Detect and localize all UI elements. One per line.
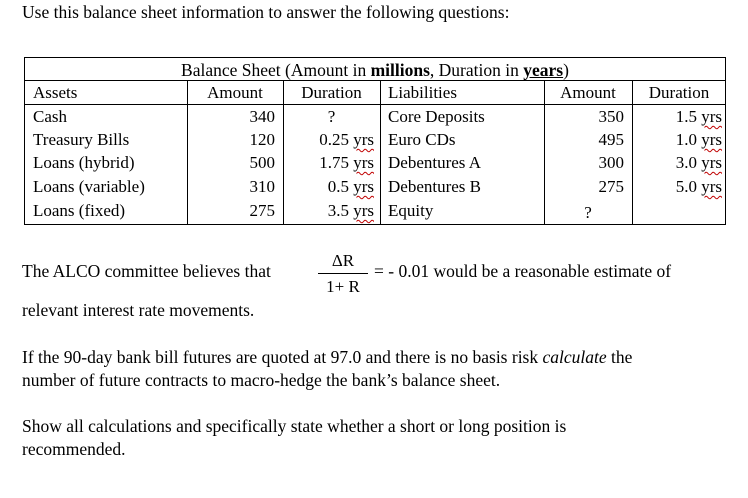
balance-sheet-title: Balance Sheet (Amount in millions, Duration in years) <box>181 60 569 80</box>
liability-amount: 495 <box>598 130 624 149</box>
asset-duration: 0.25 yrs <box>319 130 374 149</box>
liability-name: Equity <box>388 201 434 220</box>
asset-name: Cash <box>33 107 67 126</box>
liability-name: Debentures B <box>388 177 482 196</box>
liability-name: Debentures A <box>388 153 482 172</box>
asset-amount: 310 <box>249 177 275 196</box>
calculation-instructions: Show all calculations and specifically state whether a short or long position is recommended. <box>22 416 567 459</box>
asset-amount: 275 <box>249 201 275 220</box>
asset-duration: 1.75 yrs <box>319 153 374 172</box>
title-millions: millions <box>370 60 430 80</box>
asset-name: Loans (variable) <box>33 177 145 196</box>
alco-text-before: The ALCO committee believes that <box>22 261 271 281</box>
header-liabilities: Liabilities <box>388 83 457 102</box>
header-assets: Assets <box>33 83 78 102</box>
header-duration-2: Duration <box>648 83 710 102</box>
liability-name: Core Deposits <box>388 107 485 126</box>
liability-duration: 5.0 yrs <box>675 177 722 196</box>
intro-text: Use this balance sheet information to answer the following questions: <box>22 2 510 22</box>
futures-paragraph: If the 90-day bank bill futures are quoted at 97.0 and there is no basis risk calculate the number of future contracts to macro-hedge the bank’s balance sheet. <box>22 347 633 390</box>
liability-duration: 1.0 yrs <box>675 130 722 149</box>
liability-amount: 300 <box>598 153 624 172</box>
asset-amount: 120 <box>249 130 275 149</box>
alco-text-after: = - 0.01 would be a reasonable estimate of <box>374 261 672 281</box>
col-divider-3 <box>380 80 381 225</box>
asset-duration: ? <box>327 107 336 126</box>
liability-amount: 350 <box>598 107 624 126</box>
title-divider <box>24 80 726 81</box>
delta-r-fraction <box>318 250 368 298</box>
fraction-numerator: ΔR <box>331 251 355 270</box>
calculate-emphasis: calculate <box>542 347 607 367</box>
liability-amount: 275 <box>598 177 624 196</box>
asset-name: Treasury Bills <box>33 130 130 149</box>
liability-duration: 1.5 yrs <box>675 107 722 126</box>
header-amount: Amount <box>207 83 263 102</box>
asset-name: Loans (hybrid) <box>33 153 135 172</box>
header-divider <box>24 104 726 105</box>
liability-duration: 3.0 yrs <box>675 153 722 172</box>
liability-amount: ? <box>584 203 592 222</box>
asset-amount: 340 <box>249 107 275 126</box>
liability-name: Euro CDs <box>388 130 456 149</box>
header-amount-2: Amount <box>560 83 616 102</box>
title-years: years <box>523 60 564 80</box>
asset-duration: 0.5 yrs <box>327 177 374 196</box>
alco-continuation: relevant interest rate movements. <box>22 300 255 320</box>
fraction-denominator: 1+ R <box>326 277 360 296</box>
header-duration: Duration <box>301 83 362 102</box>
asset-name: Loans (fixed) <box>33 201 126 220</box>
asset-amount: 500 <box>249 153 275 172</box>
fraction-bar <box>318 273 368 274</box>
asset-duration: 3.5 yrs <box>327 201 374 220</box>
